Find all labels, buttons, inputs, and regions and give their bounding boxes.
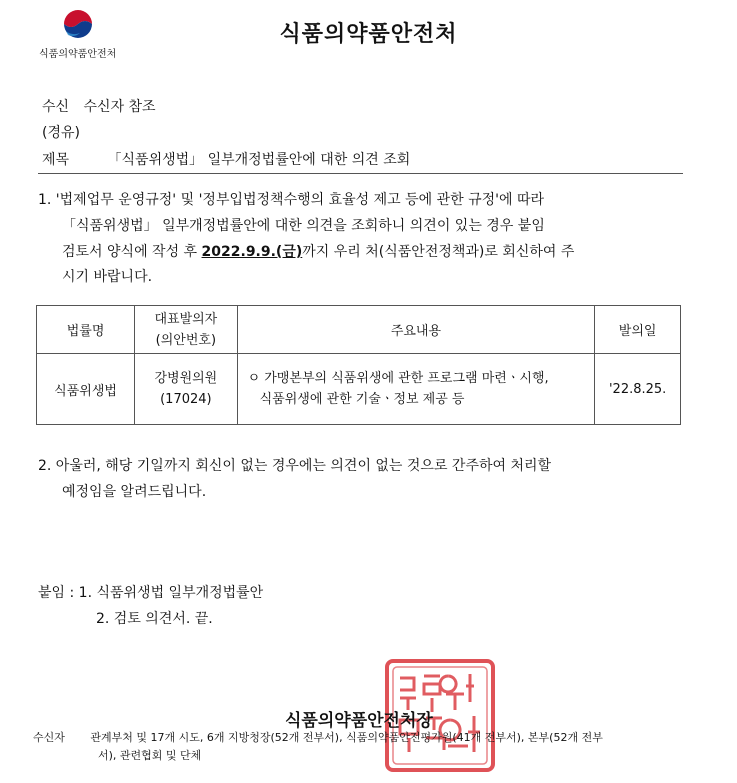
logo-text: 식품의약품안전처 xyxy=(39,49,117,60)
p1-line3-post: 까지 우리 처(식품안전정책과)로 회신하여 주 xyxy=(302,244,575,260)
recipients-row-1 xyxy=(33,729,603,747)
agency-title: 식품의약품안전처 xyxy=(279,22,458,47)
p1-line3-pre: 검토서 양식에 작성 후 xyxy=(62,244,202,260)
attachment-item-2: 2. 검토 의견서. 끝. xyxy=(96,611,213,627)
header-proposer-line1: 대표발의자 xyxy=(154,311,218,327)
recipients-block xyxy=(33,729,603,765)
recipients-line1: 관계부처 및 17개 시도, 6개 지방청장(52개 전부서), 식품의약품안전평가원(41개 전부서), 본부(52개 전부 xyxy=(90,731,603,744)
p1-line3 xyxy=(62,241,574,261)
p2-line1: 2. 아울러, 해당 기일까지 회신이 없는 경우에는 의견이 없는 것으로 간주하여 처리할 xyxy=(38,458,552,474)
cell-content-line1: ㅇ 가맹본부의 식품위생에 관한 프로그램 마련ㆍ시행, xyxy=(247,371,549,386)
p1-line1: 1. '법제업무 운영규정' 및 '정부입법정책수행의 효율성 제고 등에 관한 규정'에 따라 xyxy=(38,192,545,208)
table-row xyxy=(37,354,681,425)
table-header-row xyxy=(37,306,681,354)
signatory-title: 식품의약품안전처장 xyxy=(285,711,433,731)
cell-proposer xyxy=(135,354,237,425)
recipients-label: 수신자 xyxy=(33,731,65,744)
cell-content-line2: 식품위생에 관한 기술ㆍ정보 제공 등 xyxy=(259,392,465,407)
subject-value: 「식품위생법」 일부개정법률안에 대한 의견 조회 xyxy=(107,152,411,168)
subject-label: 제목 xyxy=(42,152,70,168)
header-law: 법률명 xyxy=(37,306,135,354)
subject-row xyxy=(42,149,410,169)
p2-line2: 예정임을 알려드립니다. xyxy=(62,484,207,500)
cell-bill-no: (17024) xyxy=(160,392,212,407)
via-label: (경유) xyxy=(42,125,80,141)
p1-line4: 시기 바랍니다. xyxy=(62,269,153,285)
bill-table xyxy=(36,305,681,425)
subject-divider xyxy=(38,173,683,174)
recipient-value: 수신자 참조 xyxy=(83,99,156,115)
recipients-line2: 서), 관련협회 및 단체 xyxy=(98,749,202,762)
cell-proposer-name: 강병원의원 xyxy=(154,371,218,386)
deadline-date: 2022.9.9.(금) xyxy=(201,244,303,260)
p1-line2: 「식품위생법」 일부개정법률안에 대한 의견을 조회하니 의견이 있는 경우 붙임 xyxy=(62,218,545,234)
attachment-item-1: 붙임 : 1. 식품위생법 일부개정법률안 xyxy=(38,585,264,601)
header-proposer xyxy=(135,306,237,354)
header-date: 발의일 xyxy=(595,306,681,354)
cell-law: 식품위생법 xyxy=(37,354,135,425)
cell-content xyxy=(237,354,595,425)
header-content: 주요내용 xyxy=(237,306,595,354)
cell-date: '22.8.25. xyxy=(595,354,681,425)
header-proposer-line2: (의안번호) xyxy=(155,332,217,348)
recipient-label: 수신 xyxy=(42,99,70,115)
recipient-row xyxy=(42,96,156,116)
